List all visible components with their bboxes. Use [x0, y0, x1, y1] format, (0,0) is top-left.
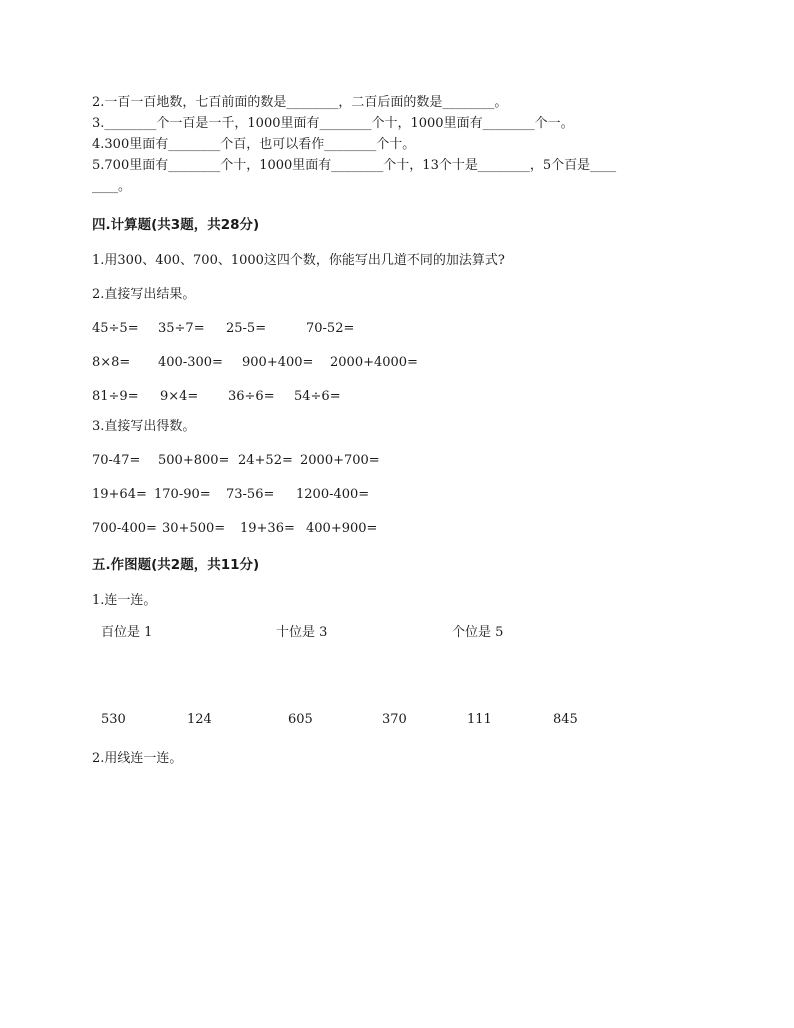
calc-item: 73-56=: [226, 487, 275, 502]
calc-item: 70-47=: [92, 453, 141, 468]
fill-in-line-5: 5.700里面有________个十，1000里面有________个十，13个十是________，5个百是____: [92, 158, 617, 173]
match-number: 111: [467, 712, 492, 727]
matching-area: [92, 623, 712, 787]
calc-item: 54÷6=: [294, 389, 341, 404]
fill-in-line-4: 4.300里面有________个百，也可以看作________个十。: [92, 137, 416, 152]
calc-question-2: [92, 285, 712, 407]
calc-question-3: [92, 417, 712, 539]
match-number: 530: [101, 712, 126, 727]
calc-question-1: [92, 251, 712, 271]
calc-item: 2000+700=: [300, 453, 380, 468]
calc-item: 35÷7=: [158, 321, 205, 336]
fill-in-line-3: 3.________个一百是一千，1000里面有________个十，1000里面有________个一。: [92, 116, 574, 131]
calc-item: 2000+4000=: [330, 355, 418, 370]
drawing-question-1-title: 1.连一连。: [92, 593, 157, 608]
calc-item: 900+400=: [242, 355, 314, 370]
calc-item: 24+52=: [238, 453, 293, 468]
fill-in-questions: [92, 92, 712, 197]
calc-item: 400+900=: [306, 521, 378, 536]
calc-item: 45÷5=: [92, 321, 139, 336]
calc-item: 30+500=: [162, 521, 226, 536]
calc-item: 81÷9=: [92, 389, 139, 404]
calc-row: [92, 485, 712, 505]
calc-question-1-text: 1.用300、400、700、1000这四个数，你能写出几道不同的加法算式?: [92, 253, 505, 268]
match-label-hundreds: 百位是 1: [101, 625, 153, 640]
calc-item: 25-5=: [226, 321, 267, 336]
calc-row: [92, 519, 712, 539]
drawing-question-2-title: 2.用线连一连。: [92, 751, 183, 766]
match-number: 124: [187, 712, 212, 727]
calc-item: 170-90=: [154, 487, 211, 502]
drawing-question-1: [92, 591, 712, 787]
calc-item: 700-400=: [92, 521, 157, 536]
calc-question-3-title: 3.直接写出得数。: [92, 419, 196, 434]
calc-item: 8×8=: [92, 355, 131, 370]
calc-item: 19+36=: [240, 521, 295, 536]
calc-item: 9×4=: [160, 389, 199, 404]
section-4-heading: 四.计算题(共3题，共28分): [92, 217, 260, 233]
calc-item: 400-300=: [158, 355, 223, 370]
calc-question-2-title: 2.直接写出结果。: [92, 287, 196, 302]
match-number: 845: [553, 712, 578, 727]
fill-in-line-5-cont: ____。: [92, 179, 132, 194]
match-label-tens: 十位是 3: [276, 625, 328, 640]
section-5-heading: 五.作图题(共2题，共11分): [92, 557, 260, 573]
calc-item: 36÷6=: [228, 389, 275, 404]
calc-item: 500+800=: [158, 453, 230, 468]
calc-item: 70-52=: [306, 321, 355, 336]
calc-row: [92, 319, 712, 339]
match-label-ones: 个位是 5: [452, 625, 504, 640]
worksheet-page: [92, 92, 712, 783]
calc-row: [92, 353, 712, 373]
match-number: 370: [382, 712, 407, 727]
fill-in-line-2: 2.一百一百地数，七百前面的数是________，二百后面的数是________。: [92, 95, 508, 110]
calc-item: 19+64=: [92, 487, 147, 502]
match-number: 605: [288, 712, 313, 727]
calc-item: 1200-400=: [296, 487, 370, 502]
calc-row: [92, 451, 712, 471]
calc-row: [92, 387, 712, 407]
